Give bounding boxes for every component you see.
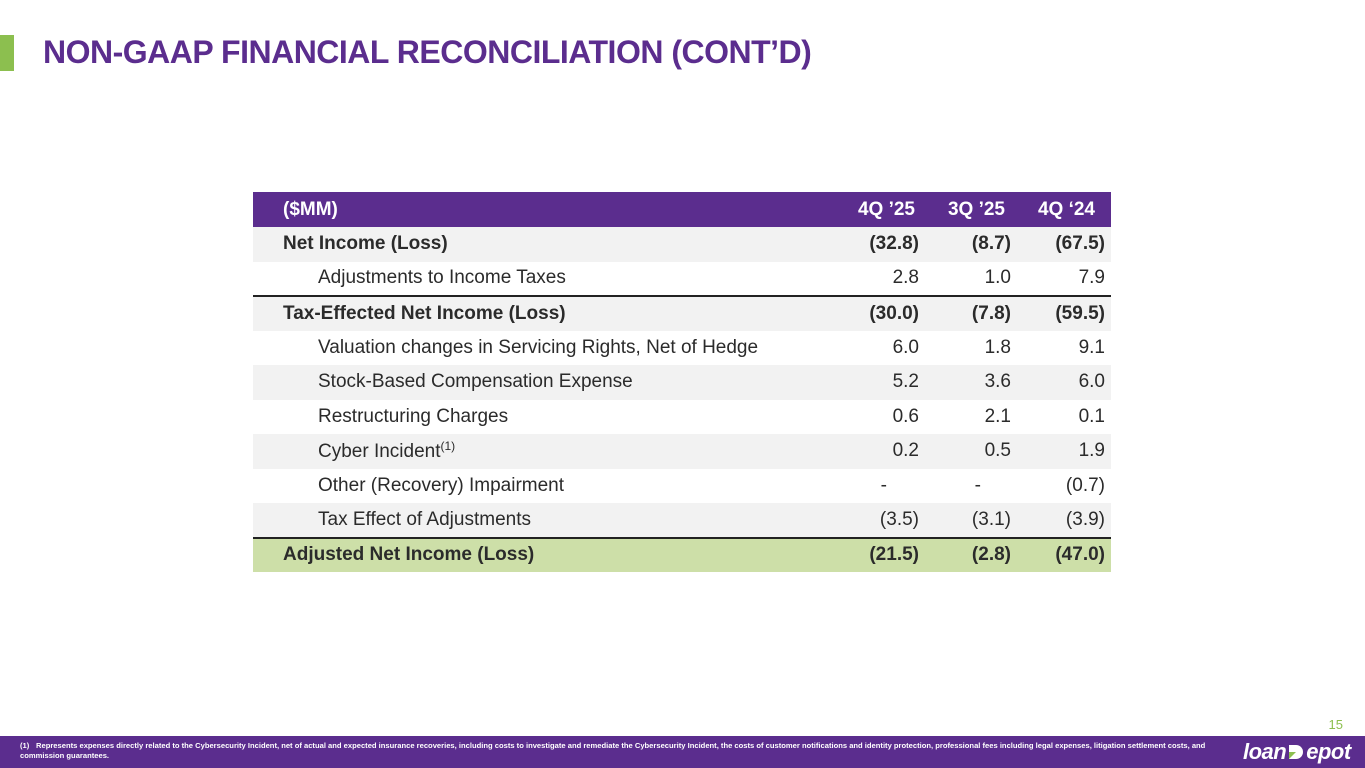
logo-text-right: epot: [1306, 739, 1351, 764]
cell-4q25: 0.2: [831, 434, 923, 469]
row-label: Adjustments to Income Taxes: [318, 267, 566, 289]
cell-4q24: 7.9: [1078, 267, 1105, 289]
cell-4q24: 0.1: [1078, 405, 1105, 427]
table-row: [253, 503, 1111, 538]
header-col-4q25: 4Q ’25: [831, 192, 923, 227]
cell-4q24: (3.9): [1015, 503, 1111, 538]
cell-4q24: 6.0: [1015, 365, 1111, 400]
cell-4q25: (21.5): [831, 538, 923, 573]
row-label: Stock-Based Compensation Expense: [253, 365, 831, 400]
header-col-3q25: 3Q ’25: [923, 192, 1015, 227]
logo-d-mark-icon: [1287, 743, 1305, 761]
table-row-total: [253, 538, 1111, 573]
cell-3q25: -: [974, 474, 981, 496]
table-row: [253, 331, 1111, 366]
table-header-row: [253, 192, 1111, 227]
cell-3q25: 0.5: [923, 434, 1015, 469]
cell-3q25: 1.8: [984, 336, 1011, 358]
row-label-with-footnote: [253, 434, 831, 469]
footnote: [20, 741, 1210, 761]
cell-4q24: (47.0): [1015, 538, 1111, 573]
footnote-reference: (1): [440, 439, 456, 454]
row-label: Net Income (Loss): [253, 227, 831, 262]
table-row: [253, 434, 1111, 469]
cell-4q25: 0.6: [892, 405, 919, 427]
title-accent-bar: [0, 35, 14, 71]
row-label: Valuation changes in Servicing Rights, Net of Hedge: [318, 336, 759, 358]
table-row: [253, 296, 1111, 331]
cell-4q24: (0.7): [1065, 474, 1105, 496]
table-row: [253, 469, 1111, 504]
cell-3q25: (8.7): [923, 227, 1015, 262]
row-label: Other (Recovery) Impairment: [318, 474, 565, 496]
cell-4q24: (59.5): [1015, 296, 1111, 331]
header-col-4q24: 4Q ‘24: [1015, 192, 1111, 227]
table-row: [253, 400, 1111, 435]
logo-text-left: loan: [1243, 739, 1287, 764]
cell-4q25: (32.8): [831, 227, 923, 262]
cell-4q25: (30.0): [831, 296, 923, 331]
cell-4q24: (67.5): [1015, 227, 1111, 262]
cell-3q25: 3.6: [923, 365, 1015, 400]
cell-3q25: (2.8): [923, 538, 1015, 573]
row-label: Tax-Effected Net Income (Loss): [253, 296, 831, 331]
footnote-text: Represents expenses directly related to the Cybersecurity Incident, net of actual and expected insurance recoveries, including costs to investigate and remediate the Cybersecurity Incident, the costs of customer notifications and identity protection, professional fees including legal expenses, litigation settlement costs, and commission guarantees.: [20, 741, 1206, 760]
row-label: Tax Effect of Adjustments: [253, 503, 831, 538]
row-label: Adjusted Net Income (Loss): [253, 538, 831, 573]
cell-4q24: 1.9: [1015, 434, 1111, 469]
cell-3q25: 2.1: [984, 405, 1011, 427]
cell-3q25: 1.0: [984, 267, 1011, 289]
cell-4q25: 2.8: [892, 267, 919, 289]
cell-3q25: (7.8): [923, 296, 1015, 331]
table-row: [253, 365, 1111, 400]
cell-4q25: 5.2: [831, 365, 923, 400]
cell-4q25: 6.0: [892, 336, 919, 358]
header-units-label: ($MM): [253, 192, 831, 227]
row-label: Restructuring Charges: [318, 405, 509, 427]
loandepot-logo: [1243, 739, 1351, 765]
reconciliation-table: [253, 192, 1111, 572]
cell-4q25: -: [880, 474, 887, 496]
cell-3q25: (3.1): [923, 503, 1015, 538]
cell-4q25: (3.5): [831, 503, 923, 538]
footnote-marker: (1): [20, 741, 30, 750]
table-row: [253, 262, 1111, 297]
page-title: NON-GAAP FINANCIAL RECONCILIATION (CONT’D): [43, 34, 812, 70]
cell-4q24: 9.1: [1078, 336, 1105, 358]
footer-bar: [0, 736, 1365, 768]
page-number: 15: [1328, 717, 1343, 732]
row-label: Cyber Incident: [318, 441, 441, 463]
table-row: [253, 227, 1111, 262]
